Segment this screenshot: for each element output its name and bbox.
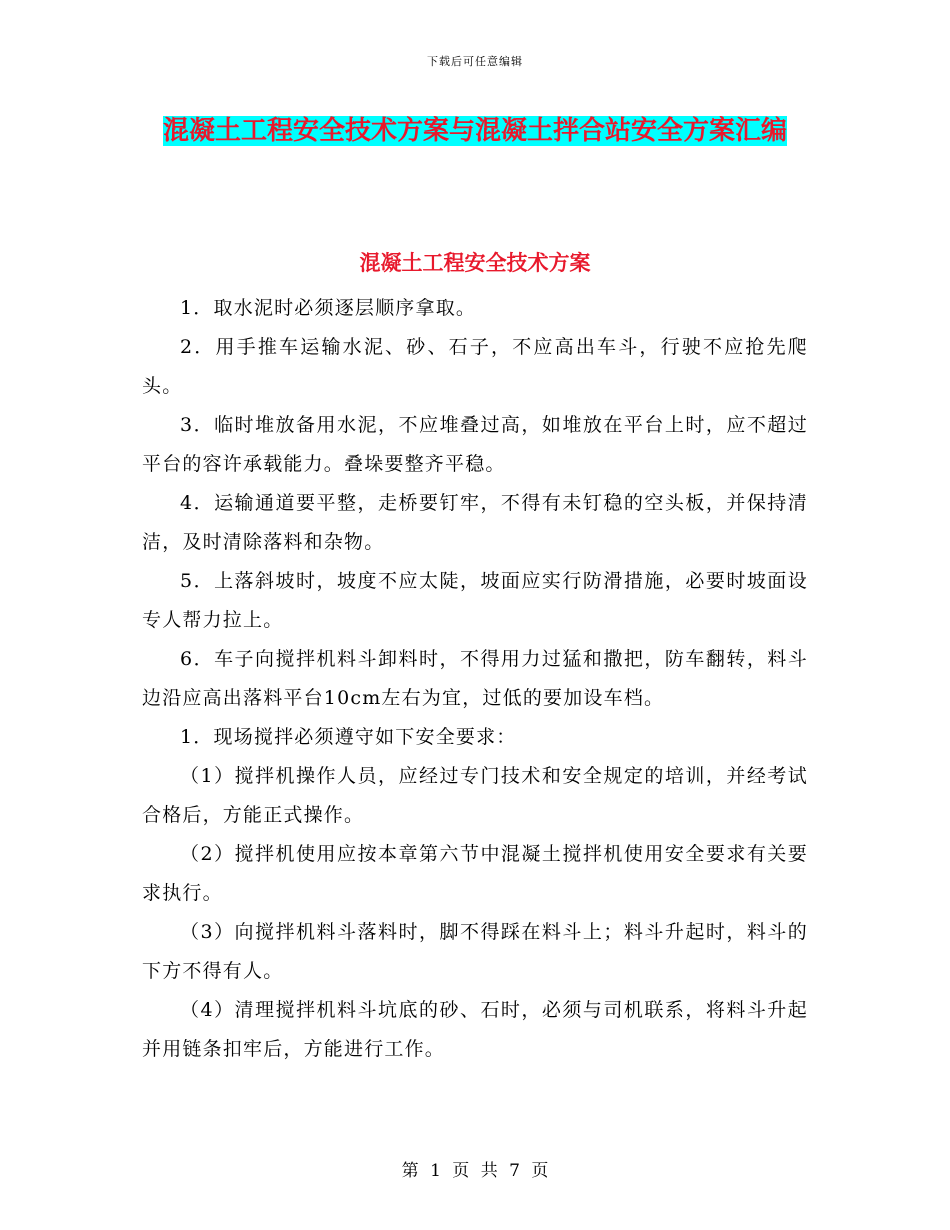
document-title	[142, 108, 808, 154]
paragraph: 6．车子向搅拌机料斗卸料时，不得用力过猛和撒把，防车翻转，料斗边沿应高出落料平台10cm左右为宜，过低的要加设车档。	[142, 648, 808, 709]
paragraph: 1．现场搅拌必须遵守如下安全要求：	[180, 726, 517, 748]
paragraph: 4．运输通道要平整，走桥要钉牢，不得有未钉稳的空头板，并保持清洁，及时清除落料和杂物。	[142, 492, 808, 553]
header-note: 下载后可任意编辑	[427, 55, 523, 68]
paragraph: 3．临时堆放备用水泥，不应堆叠过高，如堆放在平台上时，应不超过平台的容许承载能力。叠垛要整齐平稳。	[142, 414, 808, 475]
section-title: 混凝土工程安全技术方案	[359, 250, 591, 275]
paragraph: 5．上落斜坡时，坡度不应太陡，坡面应实行防滑措施，必要时坡面设专人帮力拉上。	[142, 570, 808, 631]
paragraph: （2）搅拌机使用应按本章第六节中混凝土搅拌机使用安全要求有关要求执行。	[142, 843, 808, 904]
paragraph: （3）向搅拌机料斗落料时，脚不得踩在料斗上；料斗升起时，料斗的下方不得有人。	[142, 921, 808, 982]
page-number: 第 1 页 共 7 页	[401, 1161, 549, 1181]
paragraph: 1．取水泥时必须逐层顺序拿取。	[180, 297, 477, 319]
document-title-text: 混凝土工程安全技术方案与混凝土拌合站安全方案汇编	[162, 116, 787, 146]
paragraph: （4）清理搅拌机料斗坑底的砂、石时，必须与司机联系，将料斗升起并用链条扣牢后，方能进行工作。	[142, 999, 808, 1060]
paragraph: 2．用手推车运输水泥、砂、石子，不应高出车斗，行驶不应抢先爬头。	[142, 336, 808, 397]
paragraph: （1）搅拌机操作人员，应经过专门技术和安全规定的培训，并经考试合格后，方能正式操作。	[142, 765, 808, 826]
document-body	[142, 289, 808, 1069]
